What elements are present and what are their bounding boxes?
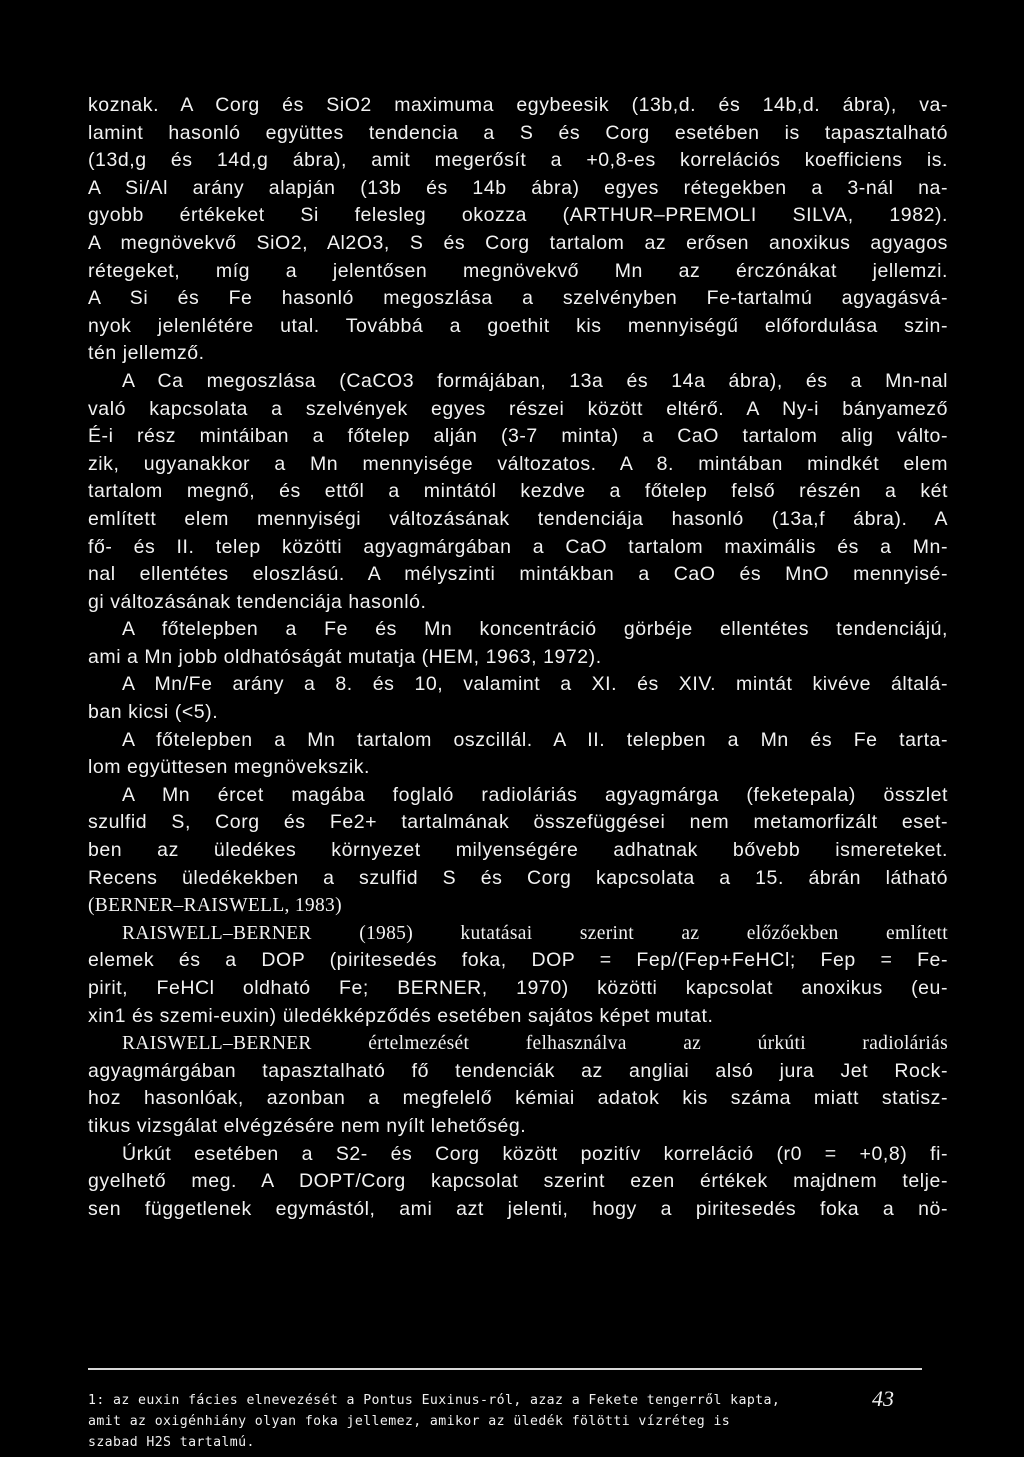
footnote-line: amit az oxigénhiány olyan foka jellemez, amikor az üledék fölötti vízréteg is <box>88 1414 731 1429</box>
text-line: A megnövekvő SiO2, Al2O3, S és Corg tartalom az erősen anoxikus agyagos <box>88 231 948 254</box>
text-line: xin1 és szemi-euxin) üledékképződés esetében sajátos képet mutat. <box>88 1004 714 1027</box>
text-line: ban kicsi (<5). <box>88 701 219 724</box>
text-line: elemek és a DOP (piritesedés foka, DOP = Fep/(Fep+FeHCl; Fep = Fe- <box>88 949 948 972</box>
text-line: A Si/Al arány alapján (13b és 14b ábra) egyes rétegekben a 3-nál na- <box>88 176 948 199</box>
text-line: RAISWELL–BERNER értelmezését felhasználva az úrkúti radioláriás <box>122 1033 948 1055</box>
text-line: A főtelepben a Mn tartalom oszcillál. A II. telepben a Mn és Fe tarta- <box>122 728 948 751</box>
footnote-divider <box>88 1368 922 1370</box>
footnote-line: 1: az euxin fácies elnevezését a Pontus Euxinus-ról, azaz a Fekete tengerről kapta, <box>88 1393 781 1408</box>
text-line: említett elem mennyiségi változásának tendenciája hasonló (13a,f ábra). A <box>88 507 948 530</box>
text-line: (BERNER–RAISWELL, 1983) <box>88 895 342 917</box>
text-line: pirit, FeHCl oldható Fe; BERNER, 1970) közötti kapcsolat anoxikus (eu- <box>88 977 948 999</box>
text-line: való kapcsolata a szelvények egyes részei között eltérő. A Ny-i bányamező <box>88 397 948 420</box>
text-line: zik, ugyanakkor a Mn mennyisége változatos. A 8. mintában mindkét elem <box>88 452 948 475</box>
body-text <box>88 92 948 1223</box>
text-line: koznak. A Corg és SiO2 maximuma egybeesik (13b,d. és 14b,d. ábra), va- <box>88 94 948 116</box>
text-line: tartalom megnő, és ettől a mintától kezdve a főtelep felső részén a két <box>88 480 948 503</box>
text-line: Recens üledékekben a szulfid S és Corg kapcsolata a 15. ábrán látható <box>88 866 948 889</box>
text-line: gyobb értékeket Si felesleg okozza (ARTHUR–PREMOLI SILVA, 1982). <box>88 204 948 227</box>
text-line: nal ellentétes eloszlású. A mélyszinti mintákban a CaO és MnO mennyisé- <box>88 563 948 586</box>
text-line: A Ca megoszlása (CaCO3 formájában, 13a és 14a ábra), és a Mn-nal <box>122 369 948 392</box>
text-line: ben az üledékes környezet milyenségére adhatnak bővebb ismereteket. <box>88 839 948 862</box>
text-line: agyagmárgában tapasztalható fő tendenciák az angliai alsó jura Jet Rock- <box>88 1059 948 1082</box>
text-line: ami a Mn jobb oldhatóságát mutatja (HEM, 1963, 1972). <box>88 645 602 668</box>
text-line: gi változásának tendenciája hasonló. <box>88 590 427 613</box>
footnote-line: szabad H2S tartalmú. <box>88 1435 255 1450</box>
text-line: szulfid S, Corg és Fe2+ tartalmának összefüggései nem metamorfizált eset- <box>88 811 948 834</box>
text-line: tén jellemző. <box>88 342 205 365</box>
text-line: (13d,g és 14d,g ábra), amit megerősít a +0,8-es korrelációs koefficiens is. <box>88 149 948 172</box>
text-line: A főtelepben a Fe és Mn koncentráció görbéje ellentétes tendenciájú, <box>122 618 948 641</box>
text-line: nyok jelenlétére utal. Továbbá a goethit kis mennyiségű előfordulása szin- <box>88 314 948 337</box>
page-number: 43 <box>872 1386 894 1411</box>
text-line: A Si és Fe hasonló megoszlása a szelvényben Fe-tartalmú agyagásvá- <box>88 287 948 310</box>
text-line: RAISWELL–BERNER (1985) kutatásai szerint az előzőekben említett <box>122 922 948 944</box>
footnote <box>88 1390 952 1453</box>
text-line: Úrkút esetében a S2- és Corg között pozitív korreláció (r0 = +0,8) fi- <box>122 1142 948 1165</box>
text-line: lom együttesen megnövekszik. <box>88 756 371 779</box>
text-line: rétegeket, míg a jelentősen megnövekvő Mn az érczónákat jellemzi. <box>88 259 948 282</box>
text-line: gyelhető meg. A DOPT/Corg kapcsolat szerint ezen értékek majdnem telje- <box>88 1170 948 1193</box>
text-line: tikus vizsgálat elvégzésére nem nyílt lehetőség. <box>88 1114 527 1137</box>
text-line: fő- és II. telep közötti agyagmárgában a CaO tartalom maximális és a Mn- <box>88 535 948 558</box>
text-line: A Mn/Fe arány a 8. és 10, valamint a XI. és XIV. mintát kivéve általá- <box>122 673 948 696</box>
text-line: A Mn ércet magába foglaló radioláriás agyagmárga (feketepala) összlet <box>122 783 948 806</box>
text-line: É-i rész mintáiban a főtelep alján (3-7 minta) a CaO tartalom alig válto- <box>88 425 948 448</box>
text-line: lamint hasonló együttes tendencia a S és Corg esetében is tapasztalható <box>88 121 948 144</box>
text-line: sen függetlenek egymástól, ami azt jelenti, hogy a piritesedés foka a nö- <box>88 1197 948 1220</box>
text-line: hoz hasonlóak, azonban a megfelelő kémiai adatok kis száma miatt statisz- <box>88 1087 948 1110</box>
